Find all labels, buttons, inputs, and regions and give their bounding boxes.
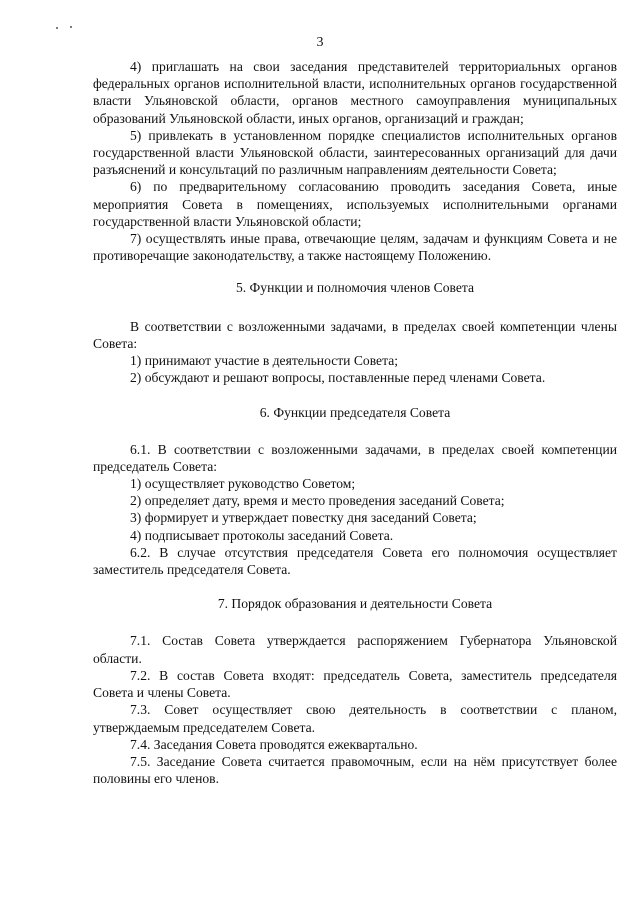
section-6-item: 3) формирует и утверждает повестку дня заседаний Совета; xyxy=(130,510,477,526)
section-6-item: 4) подписывает протоколы заседаний Совета. xyxy=(130,527,394,543)
section-6-item: 2) определяет дату, время и место проведения заседаний Совета; xyxy=(130,493,505,509)
paragraph-item-7: 7) осуществлять иные права, отвечающие целям, задачам и функциям Совета и не противоречащие законодательству, а также настоящему Положению. xyxy=(93,231,617,264)
section-6-2-paragraph: 6.2. В случае отсутствия председателя Совета его полномочия осуществляет заместитель председателя Совета. xyxy=(93,544,617,578)
section-7-item: 7.5. Заседание Совета считается правомочным, если на нём присутствует более половины его членов. xyxy=(93,753,617,787)
section-7-item: 7.4. Заседания Совета проводятся ежеквартально. xyxy=(130,736,418,752)
section-6-intro: 6.1. В соответствии с возложенными задачами, в пределах своей компетенции председатель Совета: xyxy=(93,441,617,474)
section-5-item: 1) принимают участие в деятельности Совета; xyxy=(130,353,399,369)
paragraph-item-5: 5) привлекать в установленном порядке специалистов исполнительных органов государственной власти Ульяновской области, заинтересованных организаций для дачи разъяснений и консультаций по различным направлениям деятельности Совета; xyxy=(93,127,617,178)
section-7-heading: 7. Порядок образования и деятельности Совета xyxy=(217,596,493,612)
document-body xyxy=(93,58,617,787)
scan-speck-mark xyxy=(56,26,74,30)
section-7-item: 7.2. В состав Совета входят: председатель Совета, заместитель председателя Совета и члены Совета. xyxy=(93,667,617,701)
section-6-item: 1) осуществляет руководство Советом; xyxy=(130,476,356,492)
section-5-item: 2) обсуждают и решают вопросы, поставленные перед членами Совета. xyxy=(130,370,546,386)
paragraph-item-6: 6) по предварительному согласованию проводить заседания Совета, иные мероприятия Совета в помещениях, используемых исполнительными органами государственной власти Ульяновской области; xyxy=(93,179,617,229)
section-7-item: 7.1. Состав Совета утверждается распоряжением Губернатора Ульяновской области. xyxy=(93,633,617,666)
section-6-heading: 6. Функции председателя Совета xyxy=(259,405,451,421)
section-5-heading: 5. Функции и полномочия членов Совета xyxy=(235,280,475,296)
section-7-item: 7.3. Совет осуществляет свою деятельность в соответствии с планом, утверждаемым председателем Совета. xyxy=(93,702,617,735)
page-number: 3 xyxy=(316,35,324,50)
section-5-intro: В соответствии с возложенными задачами, в пределах своей компетенции члены Совета: xyxy=(93,318,617,351)
paragraph-item-4: 4) приглашать на свои заседания представителей территориальных органов федеральных органов исполнительной власти, исполнительных органов государственной власти Ульяновской области, органов местного самоуправления муниципальных образований Ульяновской области, иных органов, организаций и граждан; xyxy=(93,59,617,126)
